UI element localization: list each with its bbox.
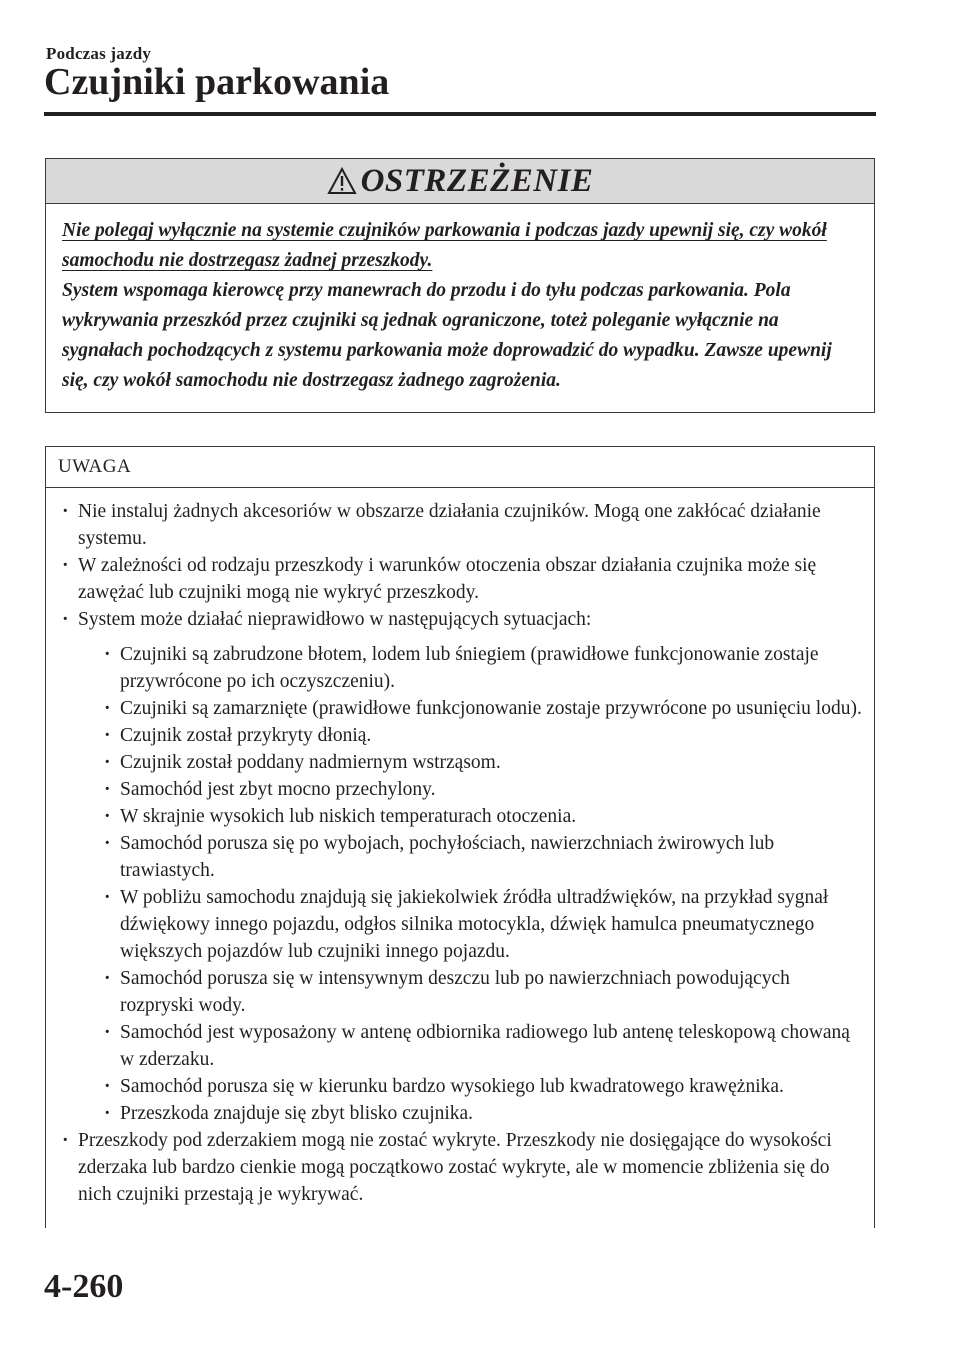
warning-header	[46, 159, 874, 204]
page-number: 4-260	[44, 1268, 124, 1305]
warning-title: OSTRZEŻENIE	[360, 162, 594, 199]
warning-body	[46, 204, 874, 396]
warning-triangle-icon	[327, 167, 357, 195]
note-list	[58, 498, 862, 1208]
list-item: · Nie instaluj żadnych akcesoriów w obszarze działania czujników. Mogą one zakłócać działanie systemu.	[58, 498, 862, 552]
sub-list-item: · Czujnik został poddany nadmiernym wstrząsom.	[100, 749, 862, 776]
list-item-text: System może działać nieprawidłowo w następujących sytuacjach:	[78, 609, 592, 630]
sub-list-item: · W skrajnie wysokich lub niskich temperaturach otoczenia.	[100, 803, 862, 830]
warning-underlined-text: Nie polegaj wyłącznie na systemie czujników parkowania i podczas jazdy upewnij się, czy wokół samochodu nie dostrzegasz żadnej przeszkody.	[62, 220, 827, 271]
sub-list-item: · Samochód porusza się w intensywnym deszczu lub po nawierzchniach powodujących rozpryski wody.	[100, 965, 862, 1019]
note-body	[46, 488, 874, 1208]
section-label: Podczas jazdy	[46, 44, 152, 63]
sub-list	[78, 641, 862, 1127]
list-item: · Przeszkody pod zderzakiem mogą nie zostać wykryte. Przeszkody nie dosięgające do wysokości zderzaka lub bardzo cienkie mogą początkowo zostać wykryte, ale w momencie zbliżenia się do nich czujniki przestają je wykrywać.	[58, 1127, 862, 1208]
sub-list-item: · Samochód jest zbyt mocno przechylony.	[100, 776, 862, 803]
sub-list-item: · Czujniki są zabrudzone błotem, lodem lub śniegiem (prawidłowe funkcjonowanie zostaje przywrócone po ich oczyszczeniu).	[100, 641, 862, 695]
sub-list-item: · Czujnik został przykryty dłonią.	[100, 722, 862, 749]
sub-list-item: · Samochód jest wyposażony w antenę odbiornika radiowego lub antenę teleskopową chowaną w zderzaku.	[100, 1019, 862, 1073]
note-box	[45, 446, 875, 1228]
header-rule	[44, 112, 876, 116]
sub-list-item: · W pobliżu samochodu znajdują się jakiekolwiek źródła ultradźwięków, na przykład sygnał dźwiękowy innego pojazdu, odgłos silnika motocykla, dźwięk hamulca pneumatycznego większych pojazdów lub czujniki innego pojazdu.	[100, 884, 862, 965]
sub-list-item: · Samochód porusza się w kierunku bardzo wysokiego lub kwadratowego krawężnika.	[100, 1073, 862, 1100]
warning-body-text: System wspomaga kierowcę przy manewrach do przodu i do tyłu podczas parkowania. Pola wykrywania przeszkód przez czujniki są jednak ograniczone, toteż poleganie wyłącznie na sygnałach pochodzących z systemu parkowania może doprowadzić do wypadku. Zawsze upewnij się, czy wokół samochodu nie dostrzegasz żadnego zagrożenia.	[62, 280, 832, 391]
warning-box	[45, 158, 875, 413]
list-item	[58, 606, 862, 1127]
sub-list-item: · Czujniki są zamarznięte (prawidłowe funkcjonowanie zostaje przywrócone po usunięciu lodu).	[100, 695, 862, 722]
sub-list-item: · Samochód porusza się po wybojach, pochyłościach, nawierzchniach żwirowych lub trawiastych.	[100, 830, 862, 884]
sub-list-item: · Przeszkoda znajduje się zbyt blisko czujnika.	[100, 1100, 862, 1127]
list-item: · W zależności od rodzaju przeszkody i warunków otoczenia obszar działania czujnika może się zawężać lub czujniki mogą nie wykryć przeszkody.	[58, 552, 862, 606]
note-header: UWAGA	[46, 447, 874, 488]
page-title: Czujniki parkowania	[44, 61, 390, 103]
